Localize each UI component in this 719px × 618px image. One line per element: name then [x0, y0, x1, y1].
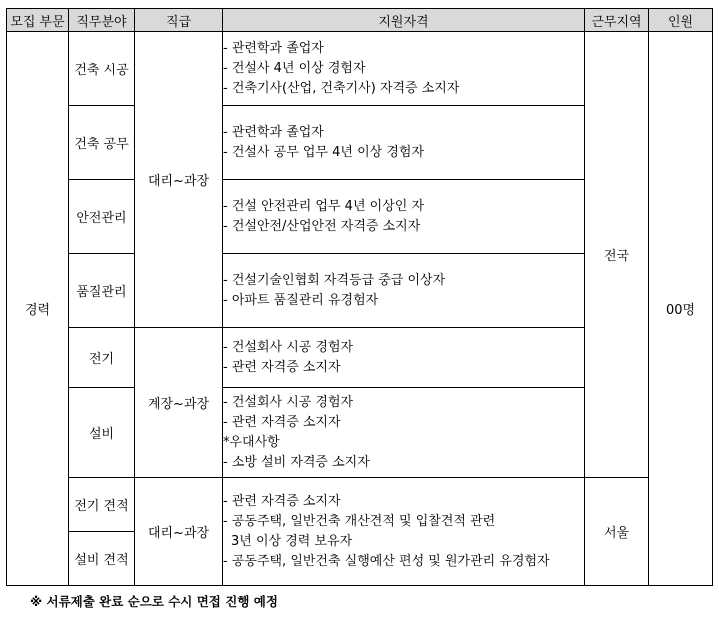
- rank-cell: 계장~과장: [135, 328, 223, 478]
- qualification-cell: [223, 388, 585, 478]
- qualification-line: - 관련 자격증 소지자: [223, 414, 341, 430]
- field-cell: 설비 견적: [69, 532, 135, 586]
- qualification-line: - 관련학과 졸업자: [223, 40, 324, 56]
- field-cell: 전기 견적: [69, 478, 135, 532]
- field-cell: 품질관리: [69, 254, 135, 328]
- qualification-line: - 건설사 4년 이상 경험자: [223, 60, 366, 76]
- header-field: 직무분야: [69, 9, 135, 32]
- rank-cell: 대리~과장: [135, 478, 223, 586]
- qualification-line: - 관련 자격증 소지자: [223, 493, 341, 509]
- qualification-cell: [223, 180, 585, 254]
- recruitment-table: [6, 8, 713, 586]
- qualification-line: *우대사항: [223, 434, 280, 450]
- qualification-line: - 소방 설비 자격증 소지자: [223, 454, 370, 470]
- qualification-line: - 건설 안전관리 업무 4년 이상인 자: [223, 198, 425, 214]
- qualification-cell: [223, 478, 585, 586]
- qualification-line: - 건설회사 시공 경험자: [223, 339, 354, 355]
- field-cell: 전기: [69, 328, 135, 388]
- field-cell: 건축 시공: [69, 32, 135, 106]
- qualification-line: - 아파트 품질관리 유경험자: [223, 292, 379, 308]
- qualification-line: - 건설사 공무 업무 4년 이상 경험자: [223, 144, 425, 160]
- qualification-line: - 건설기술인협회 자격등급 중급 이상자: [223, 272, 446, 288]
- header-headcount: 인원: [649, 9, 713, 32]
- rank-cell: 대리~과장: [135, 32, 223, 328]
- qualification-cell: [223, 32, 585, 106]
- qualification-cell: [223, 328, 585, 388]
- qualification-line: - 건설안전/산업안전 자격증 소지자: [223, 218, 421, 234]
- table-row: [7, 478, 713, 532]
- qualification-line: - 관련 자격증 소지자: [223, 359, 341, 375]
- field-cell: 설비: [69, 388, 135, 478]
- qualification-line: - 건설회사 시공 경험자: [223, 394, 354, 410]
- footnote: ※ 서류제출 완료 순으로 수시 면접 진행 예정: [30, 594, 278, 609]
- field-cell: 건축 공무: [69, 106, 135, 180]
- qualification-line: - 관련학과 졸업자: [223, 124, 324, 140]
- qualification-cell: [223, 254, 585, 328]
- qualification-line: - 공동주택, 일반건축 실행예산 편성 및 원가관리 유경험자: [223, 553, 550, 569]
- qualification-line: 3년 이상 경력 보유자: [231, 533, 353, 549]
- qualification-cell: [223, 106, 585, 180]
- qualification-line: - 건축기사(산업, 건축기사) 자격증 소지자: [223, 80, 460, 96]
- category-cell: 경력: [7, 32, 69, 586]
- header-rank: 직급: [135, 9, 223, 32]
- header-row: [7, 9, 713, 32]
- header-qualification: 지원자격: [223, 9, 585, 32]
- header-category: 모집 부문: [7, 9, 69, 32]
- location-cell: 서울: [585, 478, 649, 586]
- qualification-line: - 공동주택, 일반건축 개산견적 및 입찰견적 관련: [223, 513, 496, 529]
- header-location: 근무지역: [585, 9, 649, 32]
- location-cell: 전국: [585, 32, 649, 478]
- headcount-cell: 00명: [649, 32, 713, 586]
- field-cell: 안전관리: [69, 180, 135, 254]
- table-row: [7, 32, 713, 106]
